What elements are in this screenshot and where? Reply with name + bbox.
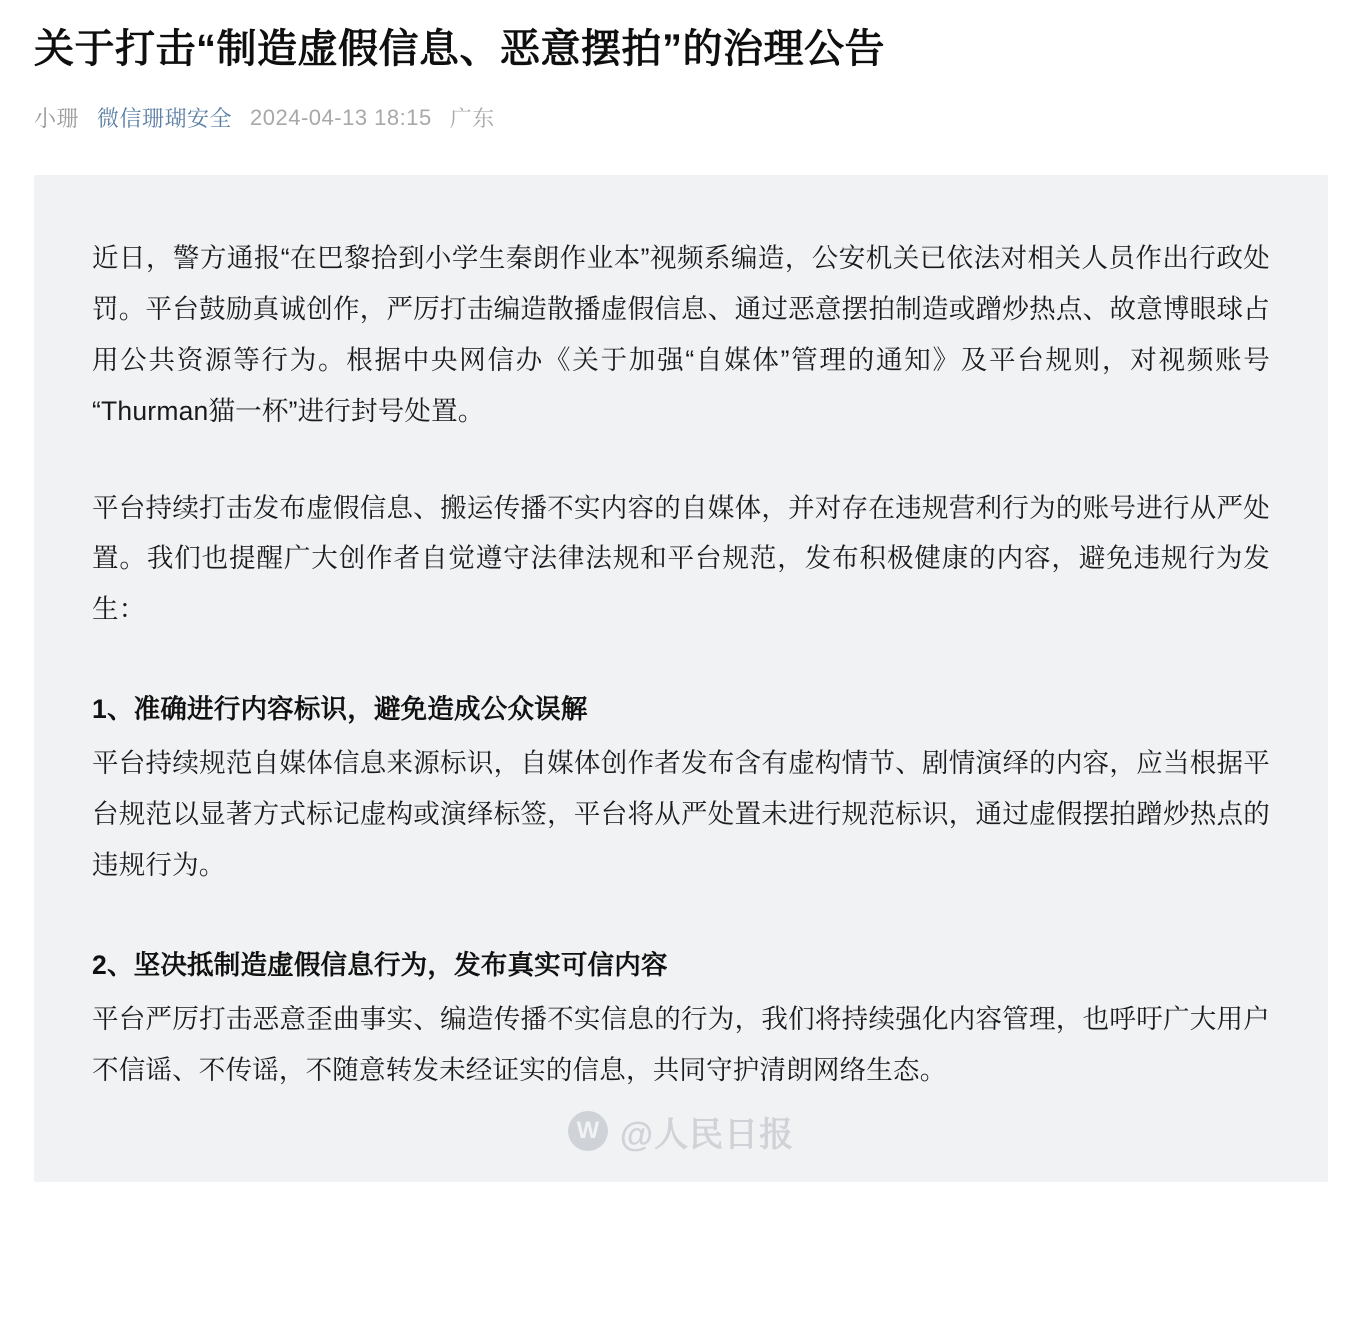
- meta-account-link[interactable]: 微信珊瑚安全: [97, 106, 233, 131]
- meta-location: 广东: [449, 106, 495, 131]
- article-meta: [34, 102, 1328, 133]
- watermark: [34, 1107, 1328, 1156]
- meta-author: 小珊: [34, 106, 80, 131]
- section-2-body: 平台严厉打击恶意歪曲事实、编造传播不实信息的行为，我们将持续强化内容管理，也呼吁广大用户不信谣、不传谣，不随意转发未经证实的信息，共同守护清朗网络生态。: [92, 1003, 1270, 1085]
- section-2-title: 2、坚决抵制造虚假信息行为，发布真实可信内容: [92, 949, 668, 980]
- article-header: [0, 0, 1362, 133]
- paragraph-2: 平台持续打击发布虚假信息、搬运传播不实内容的自媒体，并对存在违规营利行为的账号进行从严处置。我们也提醒广大创作者自觉遵守法律法规和平台规范，发布积极健康的内容，避免违规行为发生：: [92, 492, 1270, 625]
- meta-timestamp: 2024-04-13 18:15: [250, 104, 432, 130]
- section-1-title: 1、准确进行内容标识，避免造成公众误解: [92, 694, 588, 725]
- section-2: [92, 943, 1270, 1096]
- page-title: 关于打击“制造虚假信息、恶意摆拍”的治理公告: [34, 27, 885, 71]
- weibo-icon: W: [568, 1111, 608, 1151]
- paragraph-1: 近日，警方通报“在巴黎拾到小学生秦朗作业本”视频系编造，公安机关已依法对相关人员作出行政处罚。平台鼓励真诚创作，严厉打击编造散播虚假信息、通过恶意摆拍制造或蹭炒热点、故意博眼球占用公共资源等行为。根据中央网信办《关于加强“自媒体”管理的通知》及平台规则，对视频账号“Thurman猫一杯”进行封号处置。: [92, 243, 1270, 426]
- section-1: [92, 687, 1270, 891]
- section-1-body: 平台持续规范自媒体信息来源标识，自媒体创作者发布含有虚构情节、剧情演绎的内容，应当根据平台规范以显著方式标记虚构或演绎标签，平台将从严处置未进行规范标识，通过虚假摆拍蹭炒热点的违规行为。: [92, 748, 1270, 880]
- watermark-text: @人民日报: [619, 1115, 795, 1154]
- article-body-card: [34, 175, 1328, 1182]
